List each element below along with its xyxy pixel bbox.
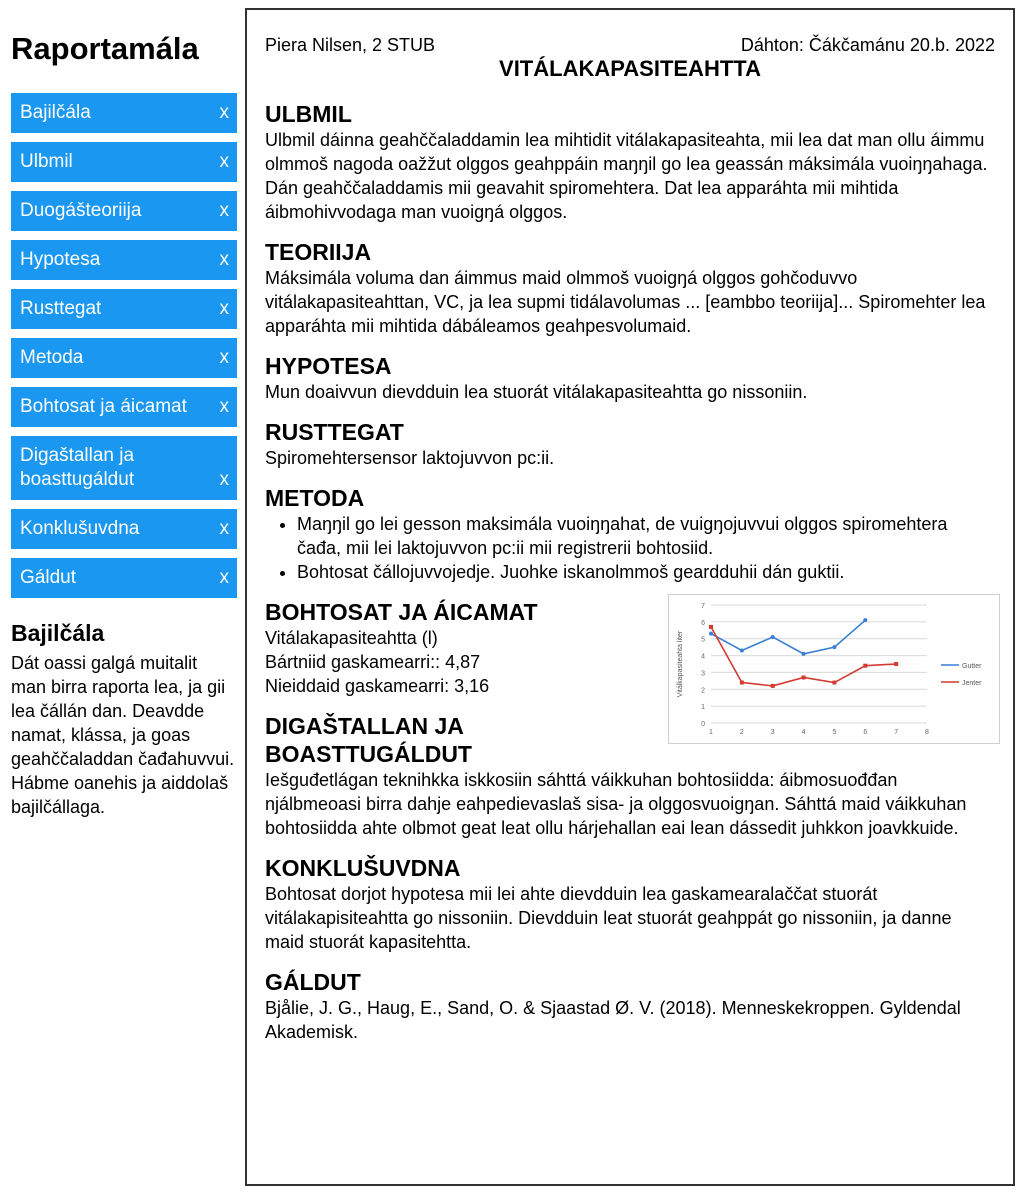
sidebar-title: Raportamála xyxy=(11,31,199,66)
sidebar-item-galdut[interactable] xyxy=(11,558,237,598)
data-point xyxy=(802,675,806,679)
y-tick-label: 6 xyxy=(701,619,705,627)
results-heading: BOHTOSAT JA ÁICAMAT xyxy=(265,599,538,625)
sidebar-item-label: Ulbmil xyxy=(20,151,73,173)
discussion-text: Iešguđetlágan teknihkka iskkosiin sáhttá váikkuhan bohtosiidda: áibmosuođđan njálbmeoasi birra dahje eahpedievaslaš sisa- ja olggosvuoigŋan. Sáhttá maid váikkuhan bohtosiidda ahte olbmot geat leat ollu hárjehallan eai lean dássedit juhkkon joavkkuide. xyxy=(265,770,967,838)
sidebar-item-label: Metoda xyxy=(20,347,84,369)
date-line: Dáhton: Čákčamánu 20.b. 2022 xyxy=(740,35,995,55)
results-line: Nieiddaid gaskamearri: 3,16 xyxy=(265,676,490,696)
results-chart xyxy=(668,594,1000,744)
y-tick-label: 7 xyxy=(701,603,705,610)
results-section xyxy=(265,598,995,736)
data-point xyxy=(832,645,836,649)
sidebar-item-label: Rusttegat xyxy=(20,298,102,320)
remove-section-button[interactable]: x xyxy=(219,249,229,271)
data-point xyxy=(802,652,806,656)
sources-text: Bjålie, J. G., Haug, E., Sand, O. & Sjaastad Ø. V. (2018). Menneskekroppen. Gyldendal Akademisk. xyxy=(265,998,961,1042)
remove-section-button[interactable]: x xyxy=(219,518,229,540)
sidebar-item-metoda[interactable] xyxy=(11,338,237,378)
sidebar-nav xyxy=(11,93,237,598)
x-tick-label: 2 xyxy=(739,729,744,736)
data-point xyxy=(771,635,775,639)
report-document xyxy=(245,8,1015,1186)
aim-heading: ULBMIL xyxy=(265,101,352,127)
remove-section-button[interactable]: x xyxy=(219,200,229,222)
x-tick-label: 1 xyxy=(709,729,713,736)
x-tick-label: 3 xyxy=(770,729,775,736)
list-item: • Bohtosat čállojuvvojedje. Juohke iskanolmmoš geardduhii dán guktii. xyxy=(297,560,995,584)
data-point xyxy=(894,662,898,666)
series-line-gutter xyxy=(711,620,865,654)
discussion-heading: DIGAŠTALLAN JA BOASTTUGÁLDUT xyxy=(265,713,472,767)
data-point xyxy=(771,684,775,688)
x-tick-label: 6 xyxy=(863,729,868,736)
report-header xyxy=(265,34,995,56)
sidebar-item-label: Bohtosat ja áicamat xyxy=(20,396,187,418)
results-line: Bártniid gaskamearri:: 4,87 xyxy=(265,652,481,672)
sidebar-item-duogasteoriija[interactable] xyxy=(11,191,237,231)
sidebar-item-label: Digaštallan ja boasttugáldut xyxy=(20,445,135,491)
equipment-text: Spiromehtersensor laktojuvvon pc:ii. xyxy=(265,448,555,468)
hypothesis-heading: HYPOTESA xyxy=(265,353,392,379)
x-tick-label: 7 xyxy=(894,729,899,736)
list-item: • Maŋŋil go lei gesson maksimála vuoiŋŋahat, de vuigŋojuvvui olggos spiromehtera čađa, mii lei laktojuvvon pc:ii mii registrerii bohtosiid. xyxy=(297,512,995,560)
remove-section-button[interactable]: x xyxy=(219,347,229,369)
sources-heading: GÁLDUT xyxy=(265,969,361,995)
sidebar-item-label: Konklušuvdna xyxy=(20,518,140,540)
sidebar-item-bohtosat[interactable] xyxy=(11,387,237,427)
method-list xyxy=(265,512,995,584)
y-axis-label: Vitálkapasiteahta liter xyxy=(677,630,684,698)
sidebar-item-label: Bajilčála xyxy=(20,102,91,124)
remove-section-button[interactable]: x xyxy=(219,151,229,173)
sidebar xyxy=(11,30,237,819)
sidebar-item-label: Gáldut xyxy=(20,567,76,589)
report-title: VITÁLAKAPASITEAHTTA xyxy=(499,56,761,81)
data-point xyxy=(740,681,744,685)
author-line: Piera Nilsen, 2 STUB xyxy=(265,35,436,55)
sidebar-item-bajilcala[interactable] xyxy=(11,93,237,133)
y-tick-label: 3 xyxy=(701,670,705,678)
legend-label: Jenter xyxy=(962,680,982,687)
remove-section-button[interactable]: x xyxy=(219,102,229,124)
remove-section-button[interactable]: x xyxy=(219,298,229,320)
sidebar-item-label: Hypotesa xyxy=(20,249,101,271)
legend-label: Gutter xyxy=(962,663,982,670)
equipment-heading: RUSTTEGAT xyxy=(265,419,404,445)
data-point xyxy=(863,618,867,622)
conclusion-heading: KONKLUŠUVDNA xyxy=(265,855,461,881)
results-line: Vitálakapasiteahtta (l) xyxy=(265,628,438,648)
data-point xyxy=(709,632,713,636)
y-tick-label: 4 xyxy=(701,653,705,661)
x-tick-label: 8 xyxy=(925,729,929,736)
x-tick-label: 5 xyxy=(832,729,837,736)
theory-text: Máksimála voluma dan áimmus maid olmmoš vuoigŋá olggos gohčoduvvo vitálakapasiteahttan, VC, ja lea supmi tidálavolumas ... [eambbo teoriija]... Spiromehter lea apparáhta mii mihtida dábáleamos geahpesvolumaid. xyxy=(265,268,986,336)
hypothesis-text: Mun doaivvun dievdduin lea stuorát vitálakapasiteahtta go nissoniin. xyxy=(265,382,808,402)
y-tick-label: 0 xyxy=(701,721,705,728)
remove-section-button[interactable]: x xyxy=(219,396,229,418)
method-heading: METODA xyxy=(265,485,365,511)
y-tick-label: 5 xyxy=(701,636,705,644)
data-point xyxy=(740,649,744,653)
sidebar-item-digastallan[interactable] xyxy=(11,436,237,500)
data-point xyxy=(863,664,867,668)
sidebar-item-ulbmil[interactable] xyxy=(11,142,237,182)
sidebar-item-rusttegat[interactable] xyxy=(11,289,237,329)
sidebar-item-konklusuvdna[interactable] xyxy=(11,509,237,549)
conclusion-text: Bohtosat dorjot hypotesa mii lei ahte dievdduin lea gaskamearalaččat stuorát vitálakapisiteahtta go nissoniin. Dievdduin leat stuorát geahppát go nissoniin, ja danne maid stuorát kapasitehtta. xyxy=(265,884,952,952)
remove-section-button[interactable]: x xyxy=(219,469,229,491)
x-tick-label: 4 xyxy=(801,729,806,736)
help-title: Bajilčála xyxy=(11,620,105,647)
data-point xyxy=(832,681,836,685)
y-tick-label: 2 xyxy=(701,687,705,695)
theory-heading: TEORIIJA xyxy=(265,239,372,265)
aim-text: Ulbmil dáinna geahččaladdamin lea mihtidit vitálakapasiteahta, mii lea dat man ollu áimmu olmmoš nagoda oažžut olggos geahppáin maŋŋil go lea geassán máksimála vuoiŋŋahaga. Dán geahččaladdamis mii geavahit spiromehtera. Dat lea apparáhta mii mihtida áibmohivvodaga man vuoigŋá olggos. xyxy=(265,130,988,222)
sidebar-item-label: Duogášteoriija xyxy=(20,200,142,222)
remove-section-button[interactable]: x xyxy=(219,567,229,589)
y-tick-label: 1 xyxy=(701,704,705,712)
data-point xyxy=(709,625,713,629)
help-text: Dát oassi galgá muitalit man birra raporta lea, ja gii lea čállán dan. Deavdde namat, klássa, ja goas geahččaladdan čađahuvvui. Hábme oanehis ja aiddolaš bajilčállaga. xyxy=(11,653,235,818)
sidebar-item-hypotesa[interactable] xyxy=(11,240,237,280)
